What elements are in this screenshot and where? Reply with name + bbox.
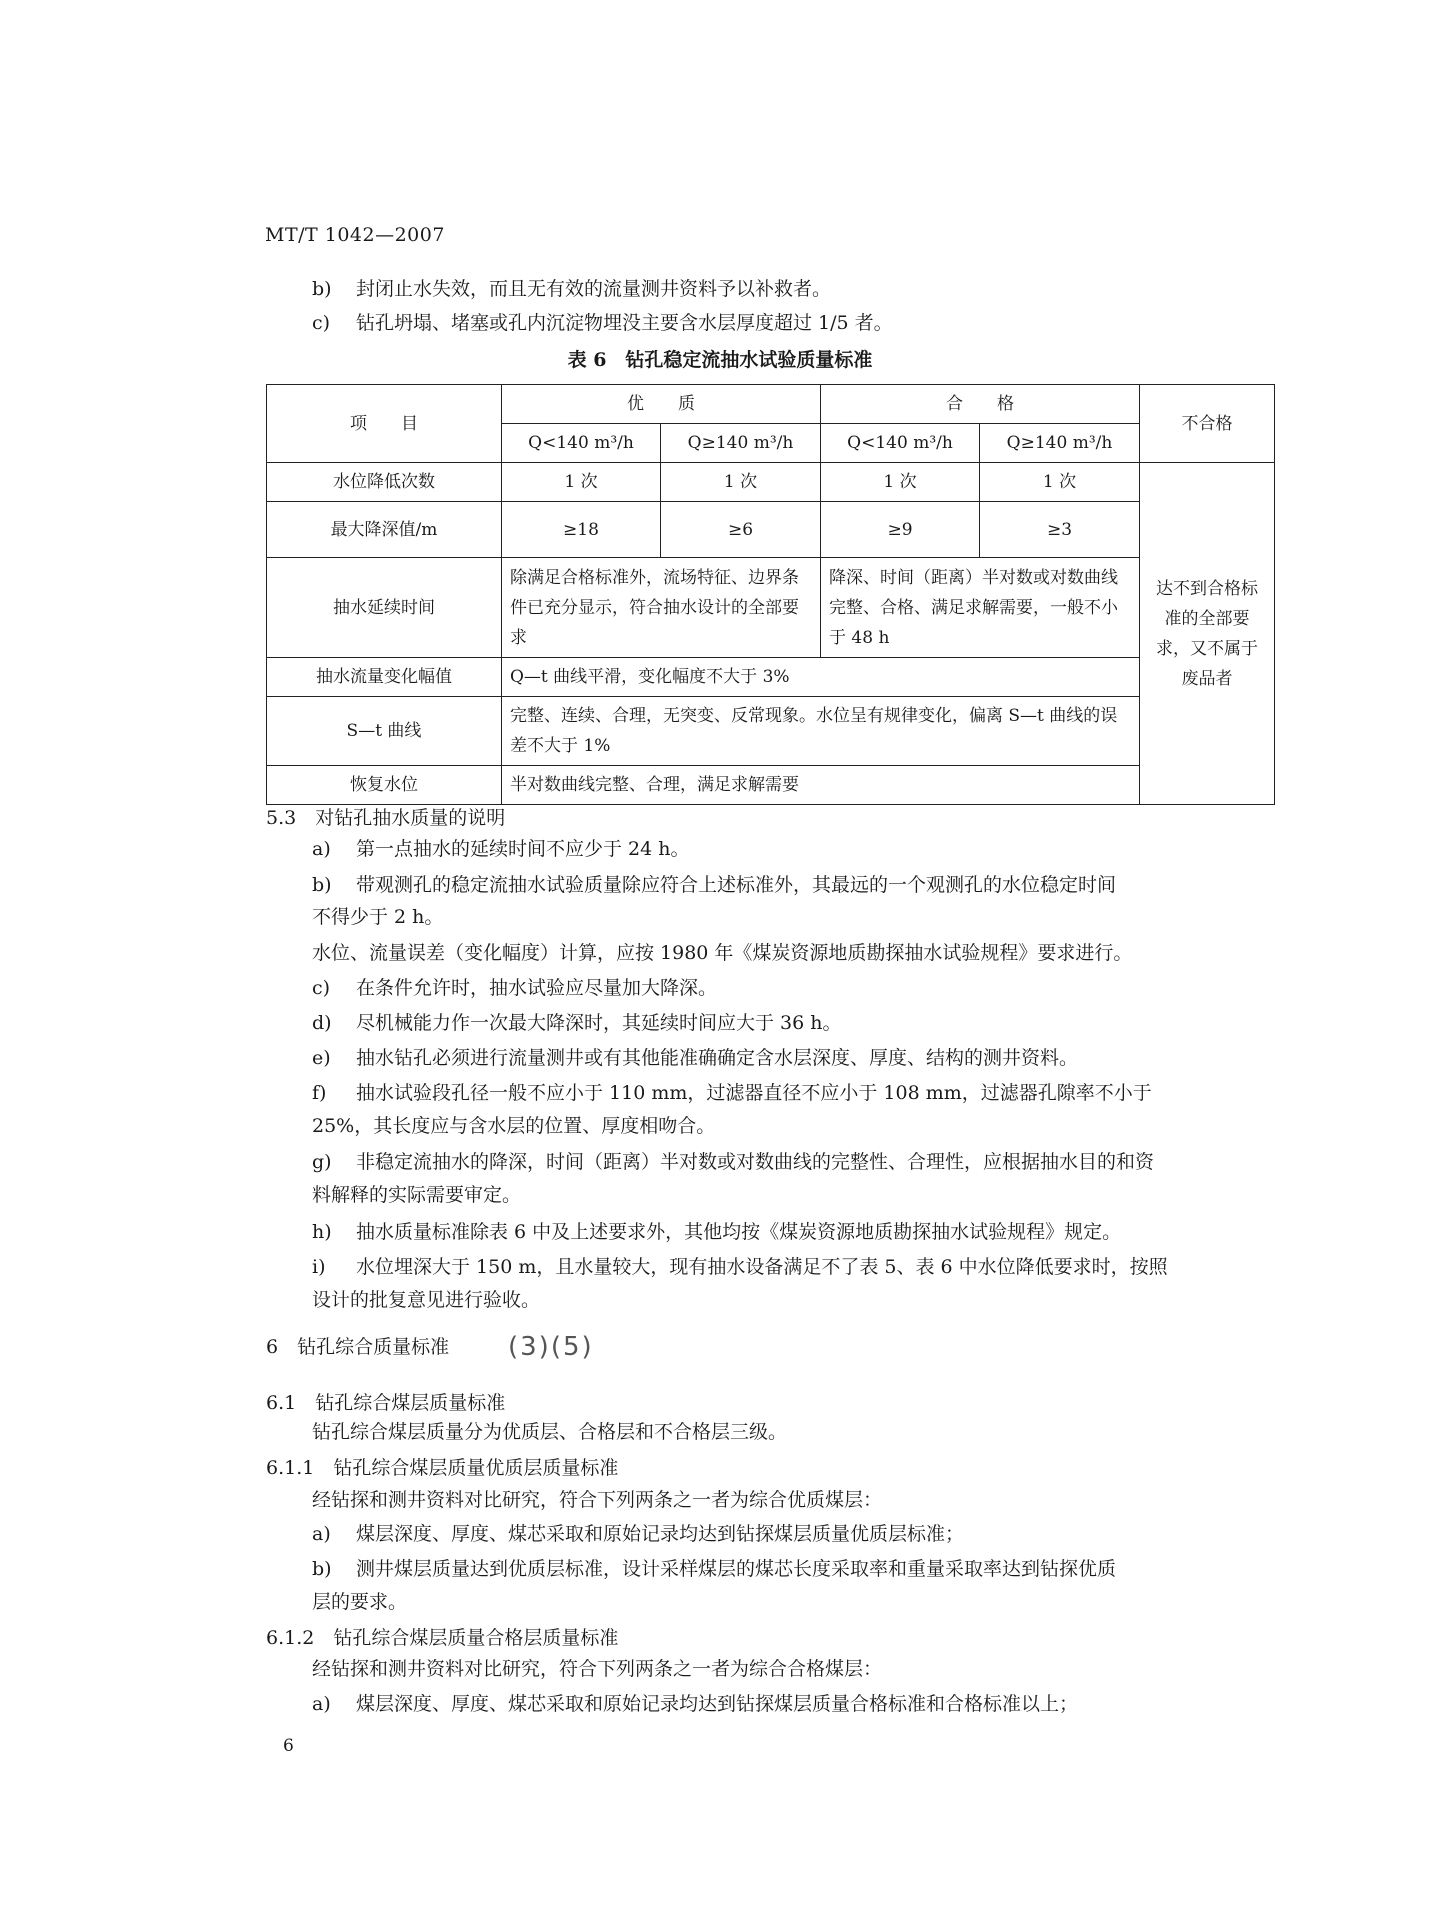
section-6-heading: 6 钻孔综合质量标准 bbox=[266, 1336, 450, 1358]
item-text: 煤层深度、厚度、煤芯采取和原始记录均达到钻探煤层质量优质层标准； bbox=[356, 1523, 965, 1545]
page-number: 6 bbox=[283, 1736, 294, 1756]
table-cell: ≥6 bbox=[661, 502, 821, 558]
header-unqualified: 不合格 bbox=[1140, 385, 1275, 463]
item-text: 第一点抽水的延续时间不应少于 24 h。 bbox=[356, 838, 690, 860]
list-item bbox=[312, 1254, 1168, 1280]
item-label: g) bbox=[312, 1151, 332, 1173]
item-label: i) bbox=[312, 1256, 326, 1278]
unqualified-description: 达不到合格标准的全部要求，又不属于废品者 bbox=[1140, 463, 1275, 805]
item-label: a) bbox=[312, 1693, 331, 1715]
item-text: 钻孔坍塌、堵塞或孔内沉淀物埋没主要含水层厚度超过 1/5 者。 bbox=[356, 312, 893, 334]
item-label: c) bbox=[312, 312, 331, 334]
item-label: a) bbox=[312, 838, 331, 860]
item-text: 抽水试验段孔径一般不应小于 110 mm，过滤器直径不应小于 108 mm，过滤器孔隙率不小于 bbox=[356, 1082, 1152, 1104]
item-text: 在条件允许时，抽水试验应尽量加大降深。 bbox=[356, 977, 718, 999]
section-note: 水位、流量误差（变化幅度）计算，应按 1980 年《煤炭资源地质勘探抽水试验规程》要求进行。 bbox=[312, 942, 1133, 964]
list-item bbox=[312, 1521, 964, 1547]
item-label: h) bbox=[312, 1221, 332, 1243]
row-label: 最大降深值/m bbox=[267, 502, 502, 558]
section-5-3-heading: 5.3 对钻孔抽水质量的说明 bbox=[266, 807, 506, 829]
handwritten-annotation: (3)(5) bbox=[508, 1332, 594, 1362]
section-6-1-heading: 6.1 钻孔综合煤层质量标准 bbox=[266, 1392, 506, 1414]
header-q-ge: Q≥140 m³/h bbox=[661, 424, 821, 463]
paragraph: 钻孔综合煤层质量分为优质层、合格层和不合格层三级。 bbox=[312, 1421, 788, 1443]
item-label: c) bbox=[312, 977, 331, 999]
list-item bbox=[312, 1045, 1078, 1071]
row-label: S—t 曲线 bbox=[267, 697, 502, 766]
table-cell: 1 次 bbox=[502, 463, 661, 502]
table-cell: ≥18 bbox=[502, 502, 661, 558]
header-q-lt: Q<140 m³/h bbox=[821, 424, 980, 463]
table-cell: ≥9 bbox=[821, 502, 980, 558]
item-continuation: 25%，其长度应与含水层的位置、厚度相吻合。 bbox=[312, 1115, 716, 1137]
paragraph: 经钻探和测井资料对比研究，符合下列两条之一者为综合优质煤层： bbox=[312, 1489, 883, 1511]
list-item bbox=[312, 872, 1116, 898]
item-text: 抽水质量标准除表 6 中及上述要求外，其他均按《煤炭资源地质勘探抽水试验规程》规定。 bbox=[356, 1221, 1122, 1243]
header-q-ge: Q≥140 m³/h bbox=[980, 424, 1140, 463]
item-text: 带观测孔的稳定流抽水试验质量除应符合上述标准外，其最远的一个观测孔的水位稳定时间 bbox=[356, 874, 1117, 896]
item-label: b) bbox=[312, 278, 332, 300]
item-text: 测井煤层质量达到优质层标准，设计采样煤层的煤芯长度采取率和重量采取率达到钻探优质 bbox=[356, 1558, 1117, 1580]
item-label: f) bbox=[312, 1082, 327, 1104]
row-label: 抽水延续时间 bbox=[267, 558, 502, 658]
item-text: 水位埋深大于 150 m，且水量较大，现有抽水设备满足不了表 5、表 6 中水位降低要求时，按照 bbox=[356, 1256, 1168, 1278]
list-item bbox=[312, 1149, 1154, 1175]
item-label: b) bbox=[312, 1558, 332, 1580]
list-item bbox=[312, 836, 690, 862]
section-6-1-1-heading: 6.1.1 钻孔综合煤层质量优质层质量标准 bbox=[266, 1457, 619, 1479]
standard-id: MT/T 1042—2007 bbox=[265, 224, 445, 246]
table-cell: 1 次 bbox=[821, 463, 980, 502]
quality-standard-table bbox=[266, 384, 1275, 805]
paragraph: 经钻探和测井资料对比研究，符合下列两条之一者为综合合格煤层： bbox=[312, 1658, 883, 1680]
table-cell: 1 次 bbox=[980, 463, 1140, 502]
item-text: 抽水钻孔必须进行流量测井或有其他能准确确定含水层深度、厚度、结构的测井资料。 bbox=[356, 1047, 1079, 1069]
item-label: d) bbox=[312, 1012, 332, 1034]
item-continuation: 不得少于 2 h。 bbox=[312, 906, 444, 928]
list-item bbox=[312, 1010, 842, 1036]
item-text: 非稳定流抽水的降深，时间（距离）半对数或对数曲线的完整性、合理性，应根据抽水目的和资 bbox=[356, 1151, 1155, 1173]
list-item bbox=[312, 1556, 1116, 1582]
list-item bbox=[312, 1691, 1078, 1717]
item-text: 封闭止水失效，而且无有效的流量测井资料予以补救者。 bbox=[356, 278, 832, 300]
table-cell: 除满足合格标准外，流场特征、边界条件已充分显示，符合抽水设计的全部要求 bbox=[502, 558, 821, 658]
header-qualified: 合 格 bbox=[821, 385, 1140, 424]
item-b-top bbox=[312, 276, 831, 302]
item-text: 煤层深度、厚度、煤芯采取和原始记录均达到钻探煤层质量合格标准和合格标准以上； bbox=[356, 1693, 1079, 1715]
table-title: 表 6 钻孔稳定流抽水试验质量标准 bbox=[567, 349, 873, 371]
item-label: a) bbox=[312, 1523, 331, 1545]
table-cell: 降深、时间（距离）半对数或对数曲线完整、合格、满足求解需要，一般不小于 48 h bbox=[821, 558, 1140, 658]
header-excellent: 优 质 bbox=[502, 385, 821, 424]
list-item bbox=[312, 975, 717, 1001]
header-item: 项 目 bbox=[267, 385, 502, 463]
header-q-lt: Q<140 m³/h bbox=[502, 424, 661, 463]
table-cell: Q—t 曲线平滑，变化幅度不大于 3% bbox=[502, 658, 1140, 697]
item-continuation: 设计的批复意见进行验收。 bbox=[312, 1289, 541, 1311]
section-6-1-2-heading: 6.1.2 钻孔综合煤层质量合格层质量标准 bbox=[266, 1627, 619, 1649]
item-c-top bbox=[312, 310, 893, 336]
list-item bbox=[312, 1219, 1121, 1245]
list-item bbox=[312, 1080, 1152, 1106]
row-label: 水位降低次数 bbox=[267, 463, 502, 502]
item-text: 尽机械能力作一次最大降深时，其延续时间应大于 36 h。 bbox=[356, 1012, 842, 1034]
table-cell: 完整、连续、合理，无突变、反常现象。水位呈有规律变化，偏离 S—t 曲线的误差不大于 1% bbox=[502, 697, 1140, 766]
item-label: b) bbox=[312, 874, 332, 896]
table-cell: 半对数曲线完整、合理，满足求解需要 bbox=[502, 766, 1140, 805]
item-continuation: 料解释的实际需要审定。 bbox=[312, 1184, 522, 1206]
table-cell: 1 次 bbox=[661, 463, 821, 502]
item-label: e) bbox=[312, 1047, 331, 1069]
item-continuation: 层的要求。 bbox=[312, 1591, 408, 1613]
row-label: 恢复水位 bbox=[267, 766, 502, 805]
row-label: 抽水流量变化幅值 bbox=[267, 658, 502, 697]
table-cell: ≥3 bbox=[980, 502, 1140, 558]
